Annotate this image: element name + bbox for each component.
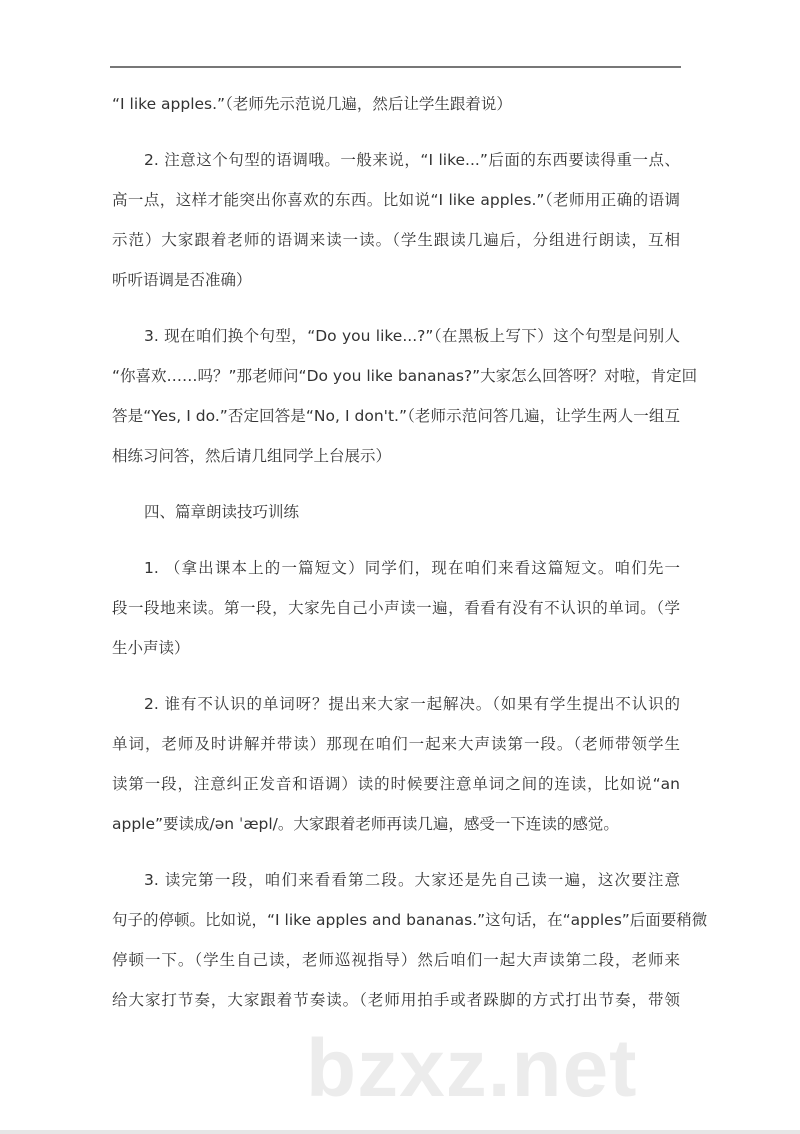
text-line: 听听语调是否准确） [112,271,252,289]
text-line: 3. 读完第一段，咱们来看看第二段。大家还是先自己读一遍，这次要注意 [144,871,680,889]
text-line: 3. 现在咱们换个句型，“Do you like...?”（在黑板上写下）这个句型是问别人 [144,327,680,345]
watermark: bzxz.net [306,1023,638,1114]
text-line: 答是“Yes, I do.”否定回答是“No, I don't.”（老师示范问答几遍，让学生两人一组互 [112,407,680,425]
text-line: 读第一段，注意纠正发音和语调）读的时候要注意单词之间的连读，比如说“an [112,775,680,793]
text-line: “你喜欢……吗？”那老师问“Do you like bananas?”大家怎么回答呀？对啦，肯定回 [112,367,698,385]
paragraph [112,548,680,668]
paragraph [112,316,698,476]
text-line: 句子的停顿。比如说，“I like apples and bananas.”这句话，在“apples”后面要稍微 [112,911,708,929]
text-line: 2. 注意这个句型的语调哦。一般来说，“I like...”后面的东西要读得重一点、 [144,151,680,169]
paragraph [112,140,680,300]
text-line: 2. 谁有不认识的单词呀？提出来大家一起解决。（如果有学生提出不认识的 [144,695,680,713]
text-line: 段一段地来读。第一段，大家先自己小声读一遍，看看有没有不认识的单词。（学 [112,599,680,617]
header-rule [110,66,681,68]
text-line: “I like apples.”（老师先示范说几遍，然后让学生跟着说） [112,95,512,113]
text-line: 相练习问答，然后请几组同学上台展示） [112,447,392,465]
text-line: 生小声读） [112,639,190,657]
text-line: 四、篇章朗读技巧训练 [144,503,300,521]
text-line: 停顿一下。（学生自己读，老师巡视指导）然后咱们一起大声读第二段，老师来 [112,951,680,969]
text-line: 高一点，这样才能突出你喜欢的东西。比如说“I like apples.”（老师用正确的语调 [112,191,680,209]
text-line: 示范）大家跟着老师的语调来读一读。（学生跟读几遍后，分组进行朗读，互相 [112,231,680,249]
paragraph [112,84,680,124]
document-body [112,84,708,1036]
section-heading [112,492,680,532]
page-bottom-edge [0,1130,800,1134]
text-line: 单词，老师及时讲解并带读）那现在咱们一起来大声读第一段。（老师带领学生 [112,735,680,753]
text-line: 1. （拿出课本上的一篇短文）同学们，现在咱们来看这篇短文。咱们先一 [144,559,680,577]
paragraph [112,860,708,1020]
paragraph [112,684,680,844]
text-line: apple”要读成/ən ˈæpl/。大家跟着老师再读几遍，感受一下连读的感觉。 [112,815,619,833]
text-line: 给大家打节奏，大家跟着节奏读。（老师用拍手或者跺脚的方式打出节奏，带领 [112,991,680,1009]
